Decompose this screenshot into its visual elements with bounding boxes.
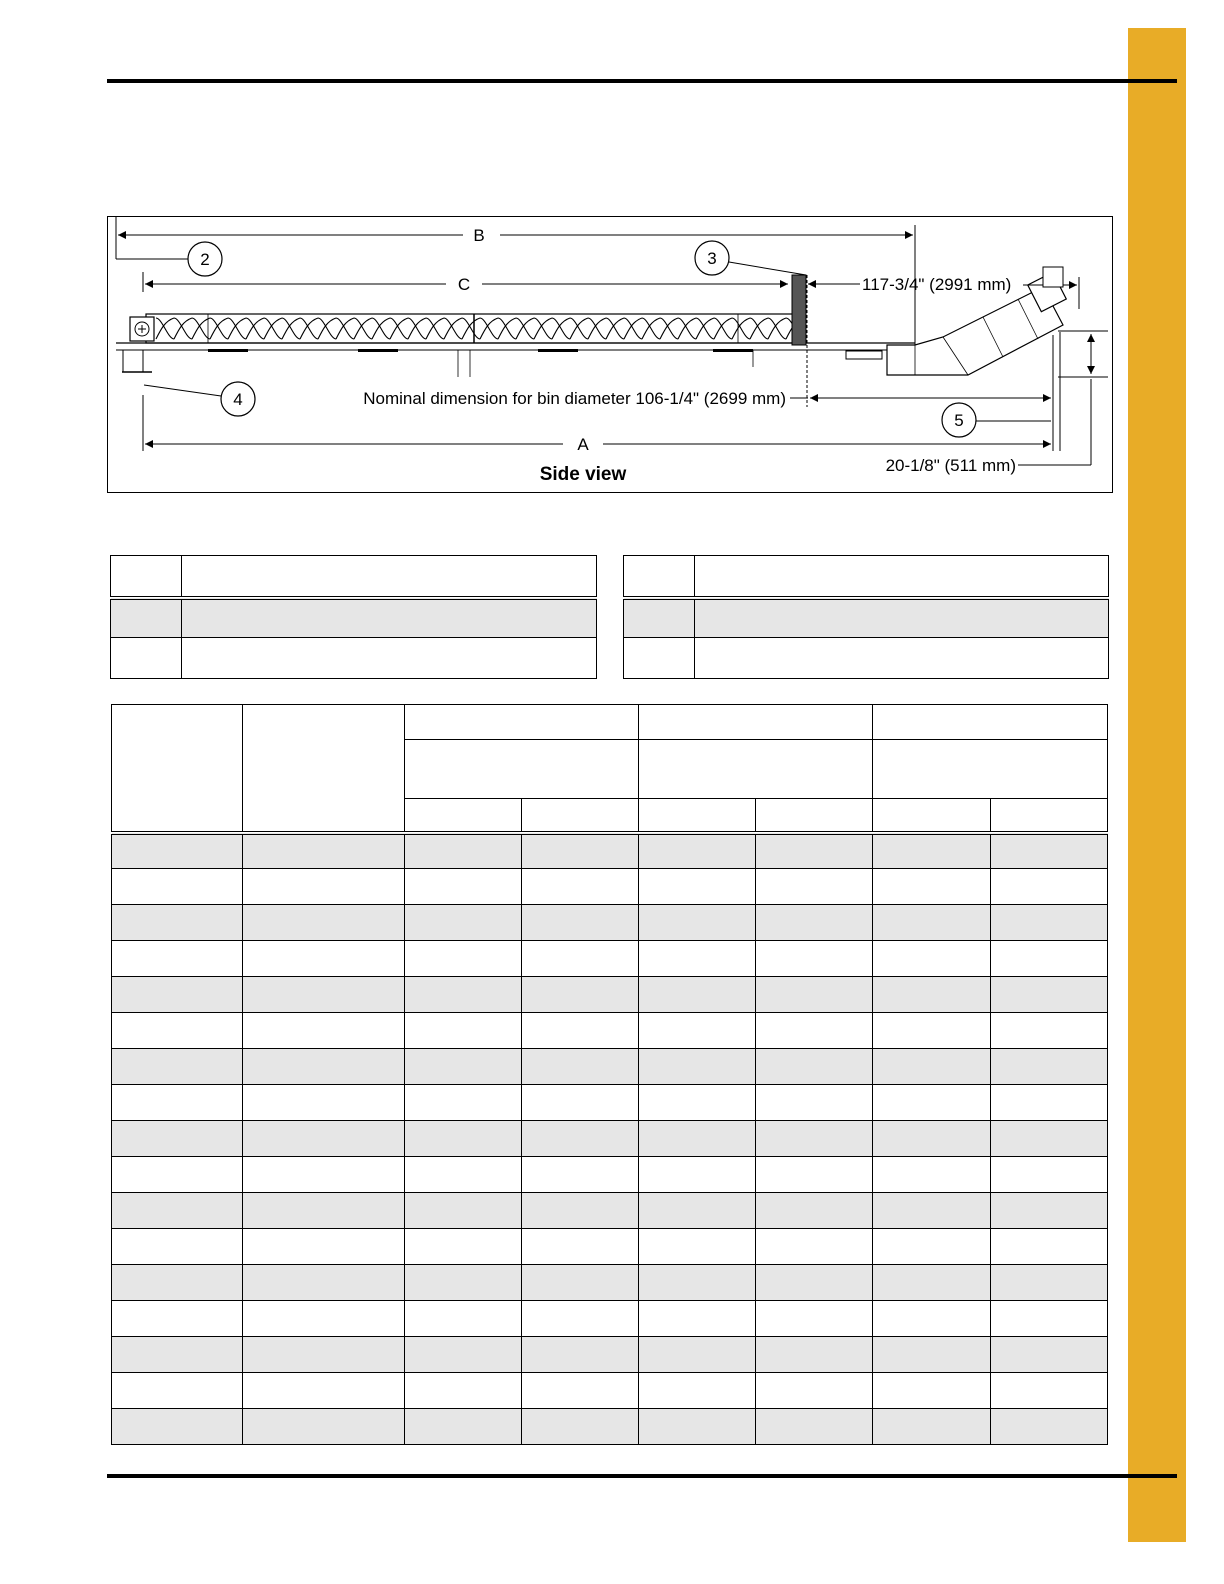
table-row [112,905,1108,941]
table-cell [639,905,756,941]
table-cell [639,1193,756,1229]
table-row [624,556,1109,598]
table-cell [112,869,243,905]
table-cell [112,1085,243,1121]
table-cell [639,1085,756,1121]
legend-table-right [623,555,1109,679]
table-cell [756,977,873,1013]
table-cell [991,1229,1108,1265]
figure-caption: Side view [539,464,627,485]
table-cell [405,833,522,869]
table-row [112,941,1108,977]
table-cell [639,1229,756,1265]
table-cell [243,1157,405,1193]
table-cell [756,833,873,869]
table-cell [873,869,991,905]
table-cell [873,905,991,941]
table-row [624,598,1109,638]
table-cell [756,1157,873,1193]
table-row [112,1049,1108,1085]
table-cell [873,1301,991,1337]
table-cell [639,869,756,905]
table-cell [522,1229,639,1265]
table-cell [991,1085,1108,1121]
table-header-row [112,705,1108,740]
table-cell [991,1193,1108,1229]
table-cell [756,1049,873,1085]
table-cell [756,1193,873,1229]
table-cell [405,905,522,941]
table-cell [873,941,991,977]
dimension-table [111,704,1108,1445]
table-cell [639,1265,756,1301]
table-cell [873,833,991,869]
table-cell [243,1049,405,1085]
table-row [112,1409,1108,1445]
table-cell [873,1193,991,1229]
table-cell [873,1373,991,1409]
table-cell [112,1229,243,1265]
table-cell [522,1265,639,1301]
table-cell [243,1301,405,1337]
table-cell [243,1229,405,1265]
table-cell [639,1301,756,1337]
table-row [111,556,597,598]
table-cell [243,905,405,941]
table-cell [522,1085,639,1121]
table-cell [243,1013,405,1049]
table-row [112,833,1108,869]
table-row [112,1373,1108,1409]
table-cell [756,905,873,941]
table-cell [873,1409,991,1445]
table-cell [756,1013,873,1049]
table-cell [991,1049,1108,1085]
table-cell [405,1337,522,1373]
table-cell [991,1013,1108,1049]
table-cell [756,1409,873,1445]
side-view-figure [107,216,1113,493]
table-cell [243,977,405,1013]
table-row [112,1229,1108,1265]
footer-rule [107,1474,1177,1478]
table-cell [756,1085,873,1121]
table-cell [991,905,1108,941]
table-cell [639,833,756,869]
table-cell [991,869,1108,905]
auger-flighting [156,318,804,339]
table-cell [756,941,873,977]
table-cell [991,941,1108,977]
side-view-drawing [108,217,1114,494]
table-cell [243,833,405,869]
table-cell [991,833,1108,869]
table-cell [243,941,405,977]
table-cell [991,1301,1108,1337]
table-cell [112,1049,243,1085]
table-cell [405,1373,522,1409]
table-cell [112,1193,243,1229]
table-cell [405,1301,522,1337]
table-cell [522,1337,639,1373]
table-cell [756,1337,873,1373]
table-cell [522,941,639,977]
table-cell [112,977,243,1013]
table-cell [522,1373,639,1409]
table-cell [522,1121,639,1157]
table-cell [112,1265,243,1301]
table-cell [991,1337,1108,1373]
legend-table-left [110,555,597,679]
table-cell [991,1373,1108,1409]
table-cell [243,1085,405,1121]
table-row [112,1085,1108,1121]
table-cell [522,977,639,1013]
table-cell [405,1013,522,1049]
table-cell [112,1301,243,1337]
table-cell [522,1409,639,1445]
table-cell [756,1301,873,1337]
table-cell [112,1373,243,1409]
table-cell [522,833,639,869]
table-cell [522,1157,639,1193]
table-cell [405,977,522,1013]
table-cell [873,1265,991,1301]
table-cell [243,1373,405,1409]
dim-top-right-label: 117-3/4" (2991 mm) [862,275,1012,294]
table-cell [639,1157,756,1193]
dim-nominal-label: Nominal dimension for bin diameter 106-1/4" (2699 mm) [363,389,786,408]
table-cell [522,1013,639,1049]
table-cell [243,1265,405,1301]
dim-c-label: C [457,275,471,294]
table-cell [405,1121,522,1157]
table-cell [112,905,243,941]
table-cell [405,1193,522,1229]
table-cell [639,1337,756,1373]
table-row [624,638,1109,679]
table-cell [639,977,756,1013]
table-cell [756,1265,873,1301]
table-cell [756,1373,873,1409]
table-cell [639,941,756,977]
table-cell [756,869,873,905]
table-cell [639,1013,756,1049]
table-row [112,977,1108,1013]
table-cell [405,941,522,977]
table-row [112,1301,1108,1337]
table-cell [112,1337,243,1373]
table-cell [639,1409,756,1445]
table-cell [873,977,991,1013]
table-cell [522,905,639,941]
side-tab [1128,28,1186,1542]
callout-label: 5 [954,411,964,430]
table-cell [522,1049,639,1085]
table-cell [405,1157,522,1193]
table-cell [639,1049,756,1085]
table-cell [243,869,405,905]
wall-gate [792,275,806,345]
table-cell [112,1157,243,1193]
table-cell [243,1337,405,1373]
table-cell [405,1265,522,1301]
table-cell [756,1121,873,1157]
table-cell [243,1193,405,1229]
dim-b-label: B [473,226,485,245]
table-row [111,598,597,638]
table-cell [522,869,639,905]
table-cell [639,1373,756,1409]
table-cell [522,1193,639,1229]
table-cell [991,1265,1108,1301]
table-cell [405,1229,522,1265]
table-cell [405,869,522,905]
table-row [112,869,1108,905]
callout-label: 3 [707,249,717,268]
table-row [111,638,597,679]
table-cell [873,1229,991,1265]
table-cell [991,1121,1108,1157]
table-cell [991,1409,1108,1445]
table-cell [873,1157,991,1193]
table-cell [243,1121,405,1157]
table-cell [522,1301,639,1337]
table-cell [112,1121,243,1157]
table-row [112,1265,1108,1301]
table-cell [873,1049,991,1085]
table-cell [405,1049,522,1085]
table-row [112,1193,1108,1229]
table-cell [405,1409,522,1445]
table-cell [873,1121,991,1157]
table-cell [112,1013,243,1049]
table-cell [405,1085,522,1121]
table-row [112,1121,1108,1157]
table-row [112,1013,1108,1049]
table-row [112,1157,1108,1193]
table-cell [112,941,243,977]
table-cell [873,1337,991,1373]
dim-height-label: 20-1/8" (511 mm) [885,456,1016,475]
table-cell [873,1085,991,1121]
callout-label: 4 [233,390,243,409]
table-cell [991,977,1108,1013]
table-cell [991,1157,1108,1193]
table-cell [112,1409,243,1445]
table-cell [639,1121,756,1157]
header-rule [107,79,1177,83]
table-cell [112,833,243,869]
table-cell [873,1013,991,1049]
table-row [112,1337,1108,1373]
table-cell [243,1409,405,1445]
dim-a-label: A [577,435,589,454]
table-cell [756,1229,873,1265]
callout-label: 2 [200,250,210,269]
